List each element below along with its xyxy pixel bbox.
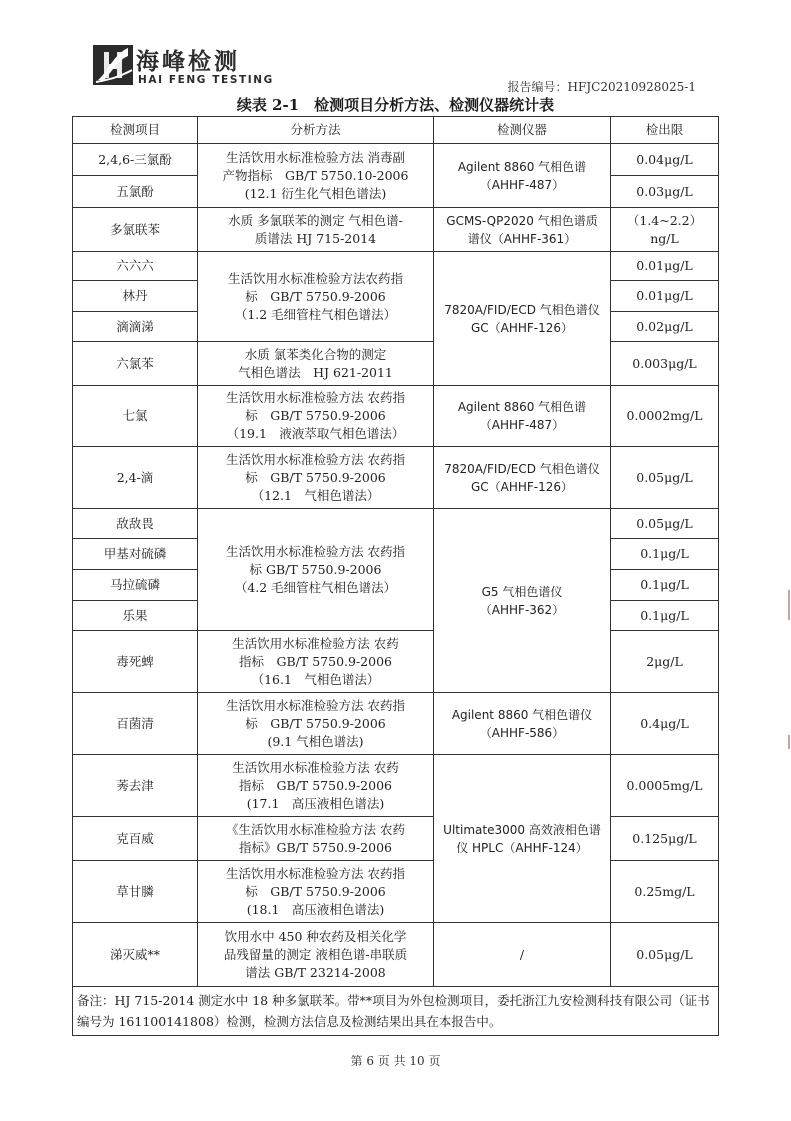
method-cell [198, 631, 434, 693]
limit-cell: 0.03μg/L [611, 176, 719, 208]
limit-cell: 0.4μg/L [611, 693, 719, 755]
method-line: 指标》GB/T 5750.9-2006 [239, 839, 392, 855]
method-line: 产物指标 GB/T 5750.10-2006 [222, 167, 409, 183]
item-cell: 甲基对硫磷 [73, 539, 198, 570]
table-header-row [73, 117, 719, 144]
method-line: （4.2 毛细管柱气相色谱法） [234, 579, 397, 595]
instrument-cell [434, 386, 611, 447]
method-line: 生活饮用水标准检验方法 农药指 [226, 390, 405, 405]
instrument-line: Ultimate3000 高效液相色谱 [443, 822, 601, 837]
method-line: 生活饮用水标准检验方法 农药指 [226, 451, 405, 467]
limit-cell: 0.05μg/L [611, 509, 719, 539]
item-cell: 六氯苯 [73, 342, 198, 386]
limit-cell: 0.25mg/L [611, 861, 719, 923]
limit-cell: 0.125μg/L [611, 817, 719, 861]
logo-chinese-text: 海峰检测 [136, 49, 240, 75]
instrument-line: （AHHF-487） [479, 177, 565, 192]
header-limit: 检出限 [611, 117, 719, 144]
instrument-cell [434, 755, 611, 923]
haifeng-logo-icon [92, 44, 134, 86]
instrument-line: 7820A/FID/ECD 气相色谱仪 [444, 461, 600, 476]
instrument-cell [434, 208, 611, 252]
instrument-cell: / [434, 923, 611, 987]
item-cell: 七氯 [73, 386, 198, 447]
instrument-line: （AHHF-487） [479, 418, 565, 432]
table-row [73, 144, 719, 176]
table-row [73, 386, 719, 447]
method-line: 生活饮用水标准检验方法 农药指 [226, 543, 405, 559]
instrument-cell [434, 252, 611, 386]
limit-cell: 0.02μg/L [611, 312, 719, 342]
limit-cell: 2μg/L [611, 631, 719, 693]
instrument-line: GCMS-QP2020 气相色谱质 [446, 213, 598, 228]
item-cell: 草甘膦 [73, 861, 198, 923]
instrument-line: GC（AHHF-126） [470, 320, 574, 335]
method-line: (17.1 高压液相色谱法) [246, 795, 385, 811]
table-row [73, 252, 719, 281]
report-number: 报告编号：HFJC20210928025-1 [507, 80, 696, 94]
item-cell: 百菌清 [73, 693, 198, 755]
method-line: （1.2 毛细管柱气相色谱法） [234, 306, 397, 322]
logo-english-text: HAI FENG TESTING [138, 74, 274, 86]
item-cell: 克百威 [73, 817, 198, 861]
method-line: 水质 氯苯类化合物的测定 [244, 346, 387, 362]
limit-cell: 0.1μg/L [611, 570, 719, 601]
method-line: 标 GB/T 5750.9-2006 [245, 469, 386, 485]
item-cell: 马拉硫磷 [73, 570, 198, 601]
instrument-line: （AHHF-586） [479, 725, 565, 740]
limit-cell: （1.4~2.2）ng/L [611, 208, 719, 252]
method-line: 生活饮用水标准检验方法 农药 [232, 635, 399, 651]
instrument-cell [434, 447, 611, 509]
item-cell: 林丹 [73, 281, 198, 312]
table-row [73, 447, 719, 509]
item-cell: 六六六 [73, 252, 198, 281]
instrument-line: Agilent 8860 气相色谱 [457, 400, 587, 414]
limit-cell: 0.05μg/L [611, 447, 719, 509]
remarks-note: 备注：HJ 715-2014 测定水中 18 种多氯联苯。带**项目为外包检测项目，委托浙江九安检测科技有限公司（证书编号为 161100141808）检测，检测方法信息及检测结果出具在本报告中。 [73, 987, 719, 1036]
method-line: (9.1 气相色谱法) [267, 733, 364, 749]
table-title: 续表 2-1 检测项目分析方法、检测仪器统计表 [236, 96, 555, 114]
method-line: （19.1 液液萃取气相色谱法） [226, 426, 405, 441]
table-row [73, 509, 719, 539]
page-number: 第 6 页 共 10 页 [350, 1054, 441, 1068]
method-line: 生活饮用水标准检验方法农药指 [227, 270, 403, 286]
item-cell: 五氯酚 [73, 176, 198, 208]
item-cell: 滴滴涕 [73, 312, 198, 342]
item-cell: 毒死蜱 [73, 631, 198, 693]
item-cell: 敌敌畏 [73, 509, 198, 539]
method-cell [198, 693, 434, 755]
method-cell [198, 861, 434, 923]
instrument-line: （AHHF-362） [479, 602, 565, 617]
method-cell [198, 755, 434, 817]
method-line: 标 GB/T 5750.9-2006 [249, 561, 382, 577]
header-item: 检测项目 [73, 117, 198, 144]
instrument-cell [434, 144, 611, 208]
method-line: 饮用水中 450 种农药及相关化学 [224, 928, 407, 944]
item-cell: 涕灭威** [73, 923, 198, 987]
method-cell [198, 252, 434, 342]
item-cell: 多氯联苯 [73, 208, 198, 252]
table-row [73, 861, 719, 923]
instrument-line: 谱仪（AHHF-361） [467, 231, 577, 246]
limit-cell: 0.05μg/L [611, 923, 719, 987]
method-line: 品残留量的测定 液相色谱-串联质 [223, 946, 408, 962]
scan-edge-mark [788, 590, 790, 620]
method-cell [198, 509, 434, 631]
item-cell: 2,4,6-三氯酚 [73, 144, 198, 176]
table-row [73, 631, 719, 693]
method-line: (12.1 衍生化气相色谱法) [244, 185, 387, 201]
method-line: 气相色谱法 HJ 621-2011 [238, 364, 393, 380]
limit-cell: 0.01μg/L [611, 252, 719, 281]
table-row [73, 923, 719, 987]
method-line: 标 GB/T 5750.9-2006 [245, 288, 386, 304]
item-cell: 2,4-滴 [73, 447, 198, 509]
method-line: (18.1 高压液相色谱法) [246, 901, 385, 917]
limit-cell: 0.0002mg/L [611, 386, 719, 447]
method-line: 指标 GB/T 5750.9-2006 [239, 653, 392, 669]
method-cell [198, 386, 434, 447]
instrument-cell [434, 509, 611, 693]
instrument-line: 仪 HPLC（AHHF-124） [456, 840, 588, 855]
method-line: （16.1 气相色谱法） [251, 671, 380, 687]
method-line: 标 GB/T 5750.9-2006 [245, 715, 386, 731]
method-line: 生活饮用水标准检验方法 消毒副 [226, 149, 405, 165]
limit-cell: 0.01μg/L [611, 281, 719, 312]
limit-cell: 0.0005mg/L [611, 755, 719, 817]
method-cell [198, 923, 434, 987]
method-cell [198, 208, 434, 252]
method-line: 标 GB/T 5750.9-2006 [245, 408, 386, 423]
table-row [73, 342, 719, 386]
method-line: 生活饮用水标准检验方法 农药指 [226, 865, 405, 881]
method-line: 指标 GB/T 5750.9-2006 [239, 777, 392, 793]
method-line: 质谱法 HJ 715-2014 [254, 230, 377, 246]
table-row [73, 208, 719, 252]
company-logo [92, 44, 274, 90]
item-cell: 乐果 [73, 601, 198, 631]
note-row [73, 987, 719, 1036]
method-cell [198, 447, 434, 509]
instrument-line: Agilent 8860 气相色谱仪 [451, 707, 593, 722]
instrument-cell [434, 693, 611, 755]
method-line: 生活饮用水标准检验方法 农药 [232, 759, 399, 775]
table-row [73, 693, 719, 755]
method-cell [198, 144, 434, 208]
method-line: 水质 多氯联苯的测定 气相色谱- [228, 212, 403, 228]
method-cell [198, 342, 434, 386]
method-line: 《生活饮用水标准检验方法 农药 [226, 821, 405, 837]
method-line: 谱法 GB/T 23214-2008 [245, 964, 386, 980]
method-line: 生活饮用水标准检验方法 农药指 [226, 697, 405, 713]
table-row [73, 817, 719, 861]
detection-methods-table [72, 116, 719, 1036]
limit-cell: 0.04μg/L [611, 144, 719, 176]
method-line: （12.1 气相色谱法） [251, 487, 380, 503]
header-instrument: 检测仪器 [434, 117, 611, 144]
table-row [73, 755, 719, 817]
instrument-line: GC（AHHF-126） [470, 479, 574, 494]
instrument-line: 7820A/FID/ECD 气相色谱仪 [444, 302, 600, 317]
header-method: 分析方法 [198, 117, 434, 144]
limit-cell: 0.1μg/L [611, 601, 719, 631]
instrument-line: G5 气相色谱仪 [481, 584, 563, 599]
item-cell: 莠去津 [73, 755, 198, 817]
method-cell [198, 817, 434, 861]
scan-edge-mark [788, 735, 790, 749]
method-line: 标 GB/T 5750.9-2006 [245, 883, 386, 899]
instrument-line: Agilent 8860 气相色谱 [457, 159, 587, 174]
limit-cell: 0.1μg/L [611, 539, 719, 570]
limit-cell: 0.003μg/L [611, 342, 719, 386]
